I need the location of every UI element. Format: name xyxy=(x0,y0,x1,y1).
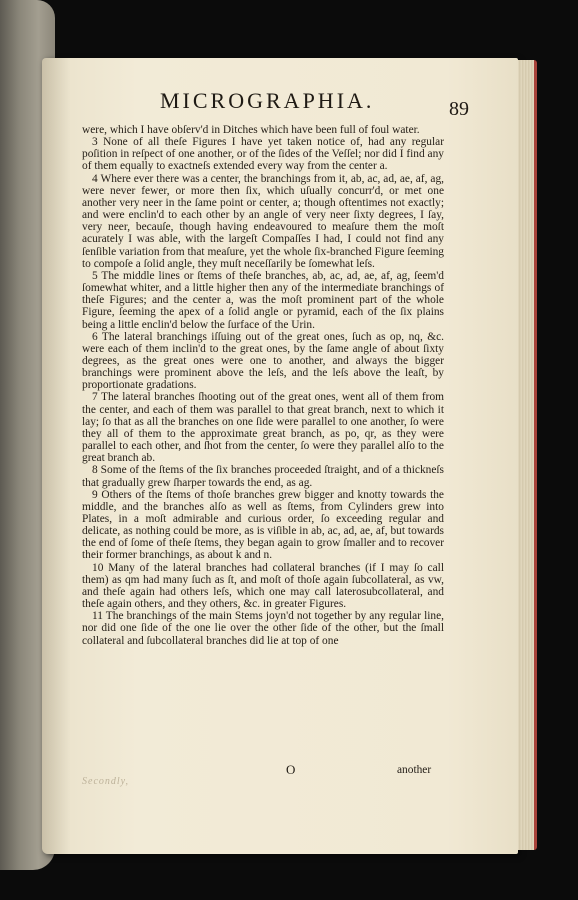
paragraph-4: 4 Where ever there was a center, the branchings from it, ab, ac, ad, ae, af, ag, were never fewer, or more then ſix, which uſually concurr'd, or met one another very neer in the ſame point or center, a; though oftentimes not exactly; and were enclin'd to each other by an angle of very neer ſixty degrees, I ſay, very neer, becauſe, though having endeavoured to meaſure them the moſt acurately I was able, with the largeſt Compaſſes I had, I could not find any ſenſible variation from that meaſure, yet the whole ſix-branched Figure ſeeming to compoſe a ſolid angle, they muſt neceſſarily be ſomewhat leſs. xyxy=(82,172,444,270)
paragraph-9: 9 Others of the ſtems of thoſe branches grew bigger and knotty towards the middle, and the branches alſo as well as ſtems, from Cylinders grew into Plates, in a moſt admirable and curious order, ſo exceeding regular and delicate, as nothing could be more, as is viſible in ab, ac, ad, ae, af, but towards the end of ſome of theſe ſtems, they began again to grow ſmaller and to recover their former branchings, as about k and n. xyxy=(82,488,444,562)
catchword: another xyxy=(397,764,432,776)
page-block-edge xyxy=(518,60,537,850)
paragraph-10: 10 Many of the lateral branches had collateral branches (if I may ſo call them) as qm had many ſuch as ſt, and moſt of thoſe again ſubcollateral, as vw, and theſe again had others leſs, which one may call laterosubcollateral, and theſe again others, and they others, &c. in greater Figures. xyxy=(82,561,444,611)
paragraph-8: 8 Some of the ſtems of the ſix branches proceeded ſtraight, and of a thickneſs that gradually grew ſharper towards the end, as ag. xyxy=(82,464,444,489)
body-text xyxy=(82,124,444,647)
paragraph-7: 7 The lateral branches ſhooting out of the great ones, went all of them from the center, and each of them was parallel to that great branch, next to which it lay; ſo that as all the branches on one ſide were parallel to one another, ſo were they all of them to the approximate great branch, as po, qr, as they were parallel to each other, and ſhot from the center, ſo were they parallel alſo to the great branch ab. xyxy=(82,391,444,465)
paragraph-6: 6 The lateral branchings iſſuing out of the great ones, ſuch as op, nq, &c. were each of them inclin'd to the great ones, by the ſame angle of about ſixty degrees, as the great ones were one to another, and always the bigger branchings were prominent above the leſs, and the leſs above the leaſt, by proportionate gradations. xyxy=(82,330,444,392)
running-head: MICROGRAPHIA. xyxy=(160,88,375,113)
paragraph-3: 3 None of all theſe Figures I have yet taken notice of, had any regular poſition in reſpect of one another, or of the ſides of the Veſſel; nor did I find any of them equally to exactneſs extended every way from the center a. xyxy=(82,136,444,173)
paragraph-5: 5 The middle lines or ſtems of theſe branches, ab, ac, ad, ae, af, ag, ſeem'd ſomewhat whiter, and a little higher then any of the intermediate branchings of theſe Figures; and the center a, was the moſt prominent part of the whole Figure, ſeeming the apex of a ſolid angle or pyramid, each of the ſix plains being a little enclin'd below the ſurface of the Urin. xyxy=(82,269,444,331)
show-through-text: Secondly, xyxy=(82,776,130,787)
signature-mark: O xyxy=(286,762,296,777)
paragraph-11: 11 The branchings of the main Stems joyn'd not together by any regular line, nor did one ſide of the one lie over the other ſide of the other, but the ſmall collateral and ſubcollateral branches did lie at top of one xyxy=(82,610,444,647)
paragraph-continuation: were, which I have obſerv'd in Ditches which have been full of foul water. xyxy=(82,124,420,136)
page-number: 89 xyxy=(449,98,469,120)
